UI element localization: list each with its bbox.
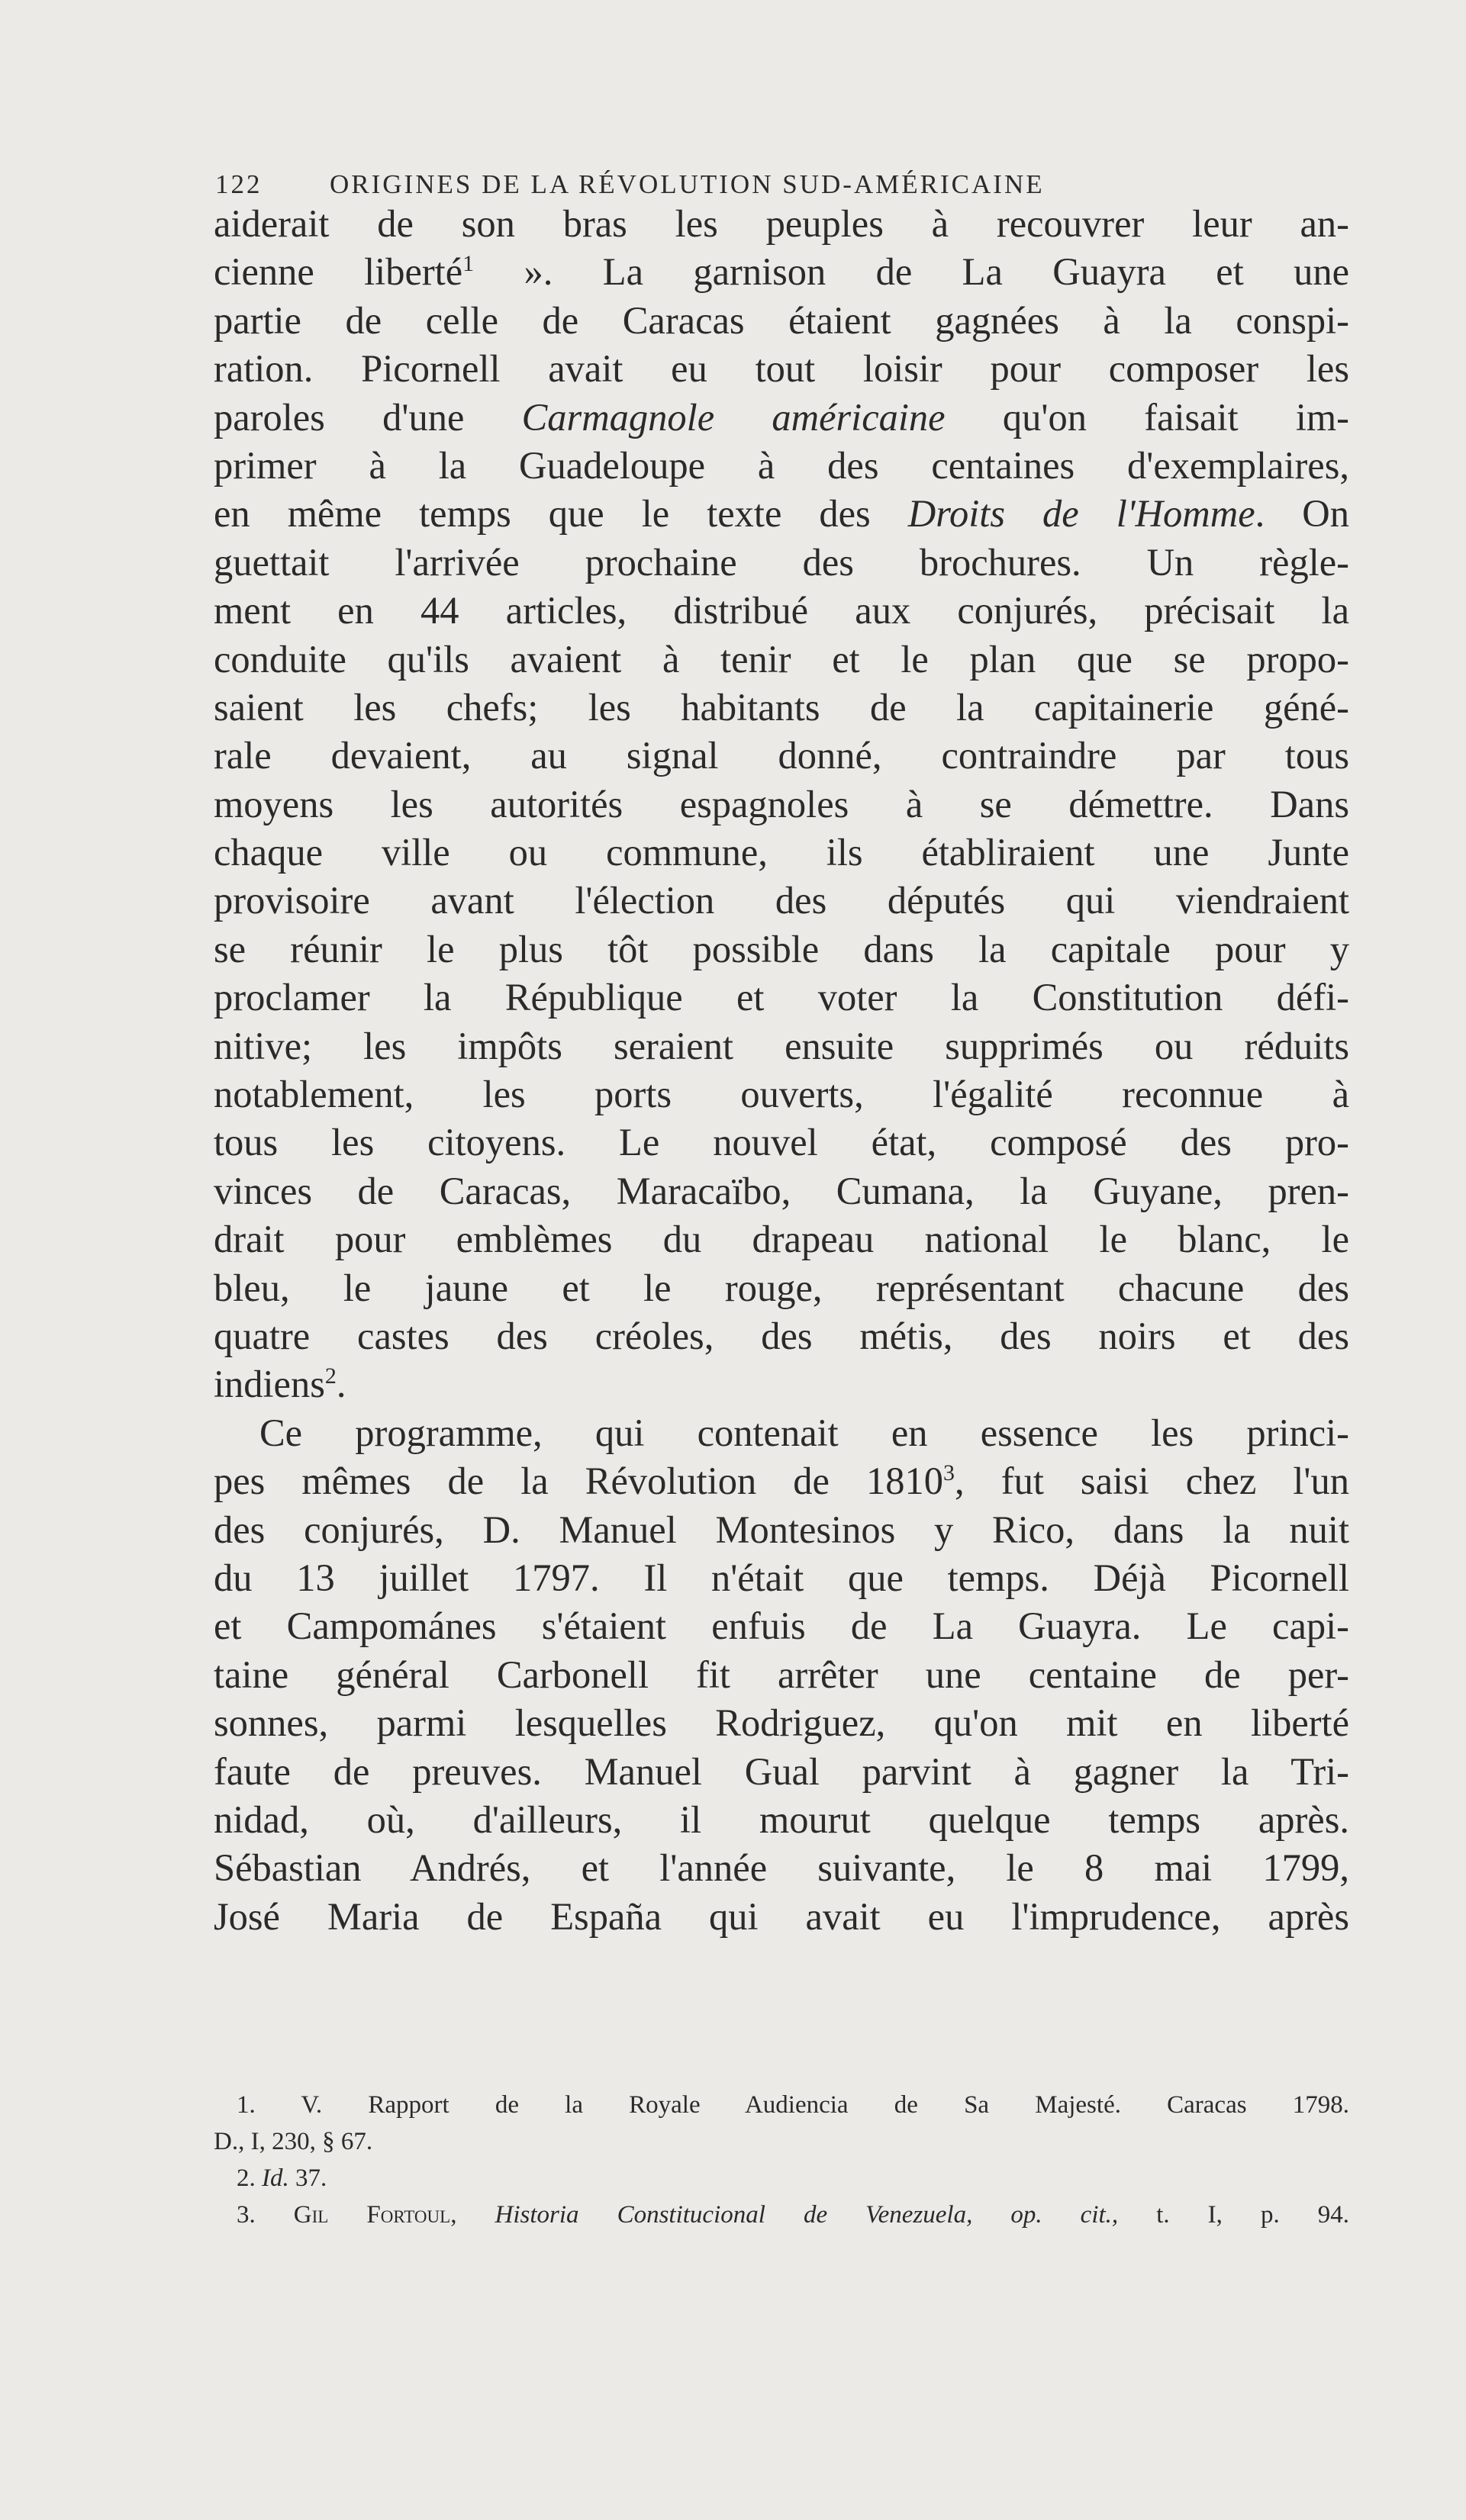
text-line: provisoire avant l'élection des députés qui viendraient (214, 879, 1349, 922)
text-line: des conjurés, D. Manuel Montesinos y Rico, dans la nuit (214, 1508, 1349, 1551)
text-line: taine général Carbonell fit arrêter une centaine de per- (214, 1653, 1349, 1696)
footnote-ref: 3 (943, 1460, 955, 1486)
text-line: rale devaient, au signal donné, contraindre par tous (214, 734, 1349, 777)
text-line: quatre castes des créoles, des métis, des noirs et des (214, 1314, 1349, 1357)
text-line: sonnes, parmi lesquelles Rodriguez, qu'on mit en liberté (214, 1701, 1349, 1745)
text-line: se réunir le plus tôt possible dans la capitale pour y (214, 927, 1349, 970)
text-line: aiderait de son bras les peuples à recouvrer leur an- (214, 202, 1349, 245)
running-title: ORIGINES DE LA RÉVOLUTION SUD-AMÉRICAINE (330, 169, 1045, 199)
text-line: Ce programme, qui contenait en essence les princi- (259, 1411, 1349, 1454)
running-header (215, 169, 1253, 200)
text-line: indiens$^2$. (214, 1363, 346, 1406)
text-line: partie de celle de Caracas étaient gagnées à la conspi- (214, 298, 1349, 342)
text-line: José Maria de España qui avait eu l'imprudence, après (214, 1894, 1349, 1938)
text-line: du 13 juillet 1797. Il n'était que temps. Déjà Picornell (214, 1556, 1349, 1599)
text-line: cienne liberté$^1$ ». La garnison de La Guayra et une (214, 250, 1350, 294)
footnote-3: 3. Gil Fortoul, Historia Constitucional de Venezuela, op. cit., t. I, p. 94. (237, 2201, 1349, 2229)
text-line: paroles d'une Carmagnole américaine qu'on faisait im- (214, 395, 1349, 439)
footnotes (214, 2087, 1349, 2233)
italic-title: Droits de l'Homme (907, 492, 1255, 536)
page-number: 122 (215, 169, 263, 199)
text-line: guettait l'arrivée prochaine des brochures. Un règle- (214, 540, 1349, 584)
text-line: primer à la Guadeloupe à des centaines d'exemplaires, (214, 443, 1349, 487)
footnote-2: 2. Id. 37. (237, 2164, 327, 2192)
text-line: nidad, où, d'ailleurs, il mourut quelque temps après. (214, 1797, 1349, 1841)
text-line: moyens les autorités espagnoles à se démettre. Dans (214, 782, 1349, 826)
footnote-1-continued: D., I, 230, § 67. (214, 2128, 373, 2155)
text-line: chaque ville ou commune, ils établiraient une Junte (214, 831, 1349, 874)
text-line: proclamer la République et voter la Constitution défi- (214, 976, 1349, 1019)
text-line: conduite qu'ils avaient à tenir et le plan que se propo- (214, 637, 1349, 681)
text-line: tous les citoyens. Le nouvel état, composé des pro- (214, 1121, 1349, 1164)
footnote-1: 1. V. Rapport de la Royale Audiencia de Sa Majesté. Caracas 1798. (237, 2091, 1349, 2119)
text-line: bleu, le jaune et le rouge, représentant chacune des (214, 1266, 1349, 1309)
text-line: notablement, les ports ouverts, l'égalité reconnue à (214, 1073, 1349, 1116)
italic-title: Carmagnole américaine (521, 395, 946, 439)
footnote-ref: 1 (462, 251, 475, 277)
text-line: et Campománes s'étaient enfuis de La Guayra. Le capi- (214, 1604, 1349, 1648)
main-text (214, 200, 1349, 1941)
text-line: vinces de Caracas, Maracaïbo, Cumana, la Guyane, pren- (214, 1169, 1349, 1212)
footnote-author: Gil Fortoul, (293, 2201, 457, 2229)
text-line: ration. Picornell avait eu tout loisir pour composer les (214, 347, 1349, 391)
text-line: ment en 44 articles, distribué aux conjurés, précisait la (214, 589, 1349, 632)
text-line: Sébastian Andrés, et l'année suivante, le 8 mai 1799, (214, 1846, 1349, 1890)
text-line: saient les chefs; les habitants de la capitainerie géné- (214, 685, 1349, 729)
text-line: faute de preuves. Manuel Gual parvint à gagner la Tri- (214, 1749, 1349, 1793)
text-line: pes mêmes de la Révolution de 1810$^3$, fut saisi chez l'un (214, 1460, 1349, 1503)
text-line: drait pour emblèmes du drapeau national le blanc, le (214, 1218, 1349, 1261)
footnote-ref: 2 (324, 1363, 337, 1389)
text-line: en même temps que le texte des Droits de l'Homme. On (214, 492, 1350, 536)
text-line: nitive; les impôts seraient ensuite supprimés ou réduits (214, 1024, 1349, 1067)
